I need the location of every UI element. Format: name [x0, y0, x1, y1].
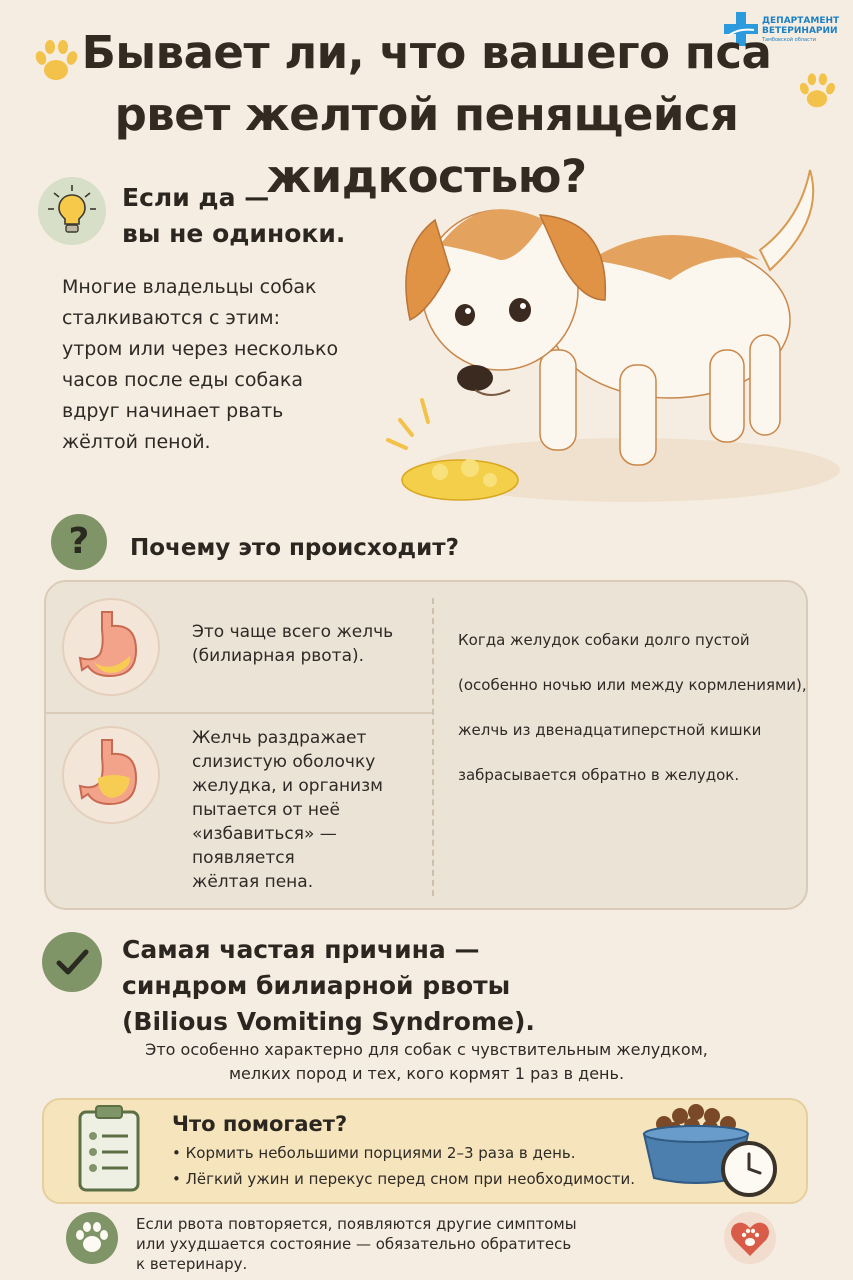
checkmark-icon [42, 932, 102, 992]
help-item: • Лёгкий ужин и перекус перед сном при необходимости. [172, 1170, 636, 1188]
page-title: Бывает ли, что вашего пса рвет желтой пенящейся жидкостью? [81, 26, 772, 203]
panel-divider-dashed [432, 598, 434, 896]
question-icon: ? [51, 514, 107, 570]
logo-text: ДЕПАРТАМЕНТ ВЕТЕРИНАРИИ [762, 16, 840, 36]
stomach-icon [64, 728, 158, 822]
why-explanation: Когда желудок собаки долго пустой (особенно ночью или между кормлениями), желчь из двенадцатиперстной кишки забрасывается обратно в желудок. [458, 631, 807, 784]
dog-illustration [370, 150, 850, 510]
stomach-badge [62, 598, 160, 696]
help-item: • Кормить небольшими порциями 2–3 раза в день. [172, 1144, 576, 1162]
paw-badge [66, 1212, 118, 1264]
stomach-badge [62, 726, 160, 824]
clipboard-icon [76, 1104, 142, 1194]
lightbulb-icon [38, 177, 106, 245]
logo-subtitle: Тамбовской области [762, 37, 816, 43]
check-badge [42, 932, 102, 992]
help-title: Что помогает? [172, 1112, 348, 1136]
paw-icon [66, 1212, 118, 1264]
why-heading: Почему это происходит? [130, 535, 459, 561]
why-cell-2: Желчь раздражает слизистую оболочку желудка, и организм пытается от неё «избавиться» — появляется жёлтая пена. [192, 728, 383, 892]
stomach-icon [64, 600, 158, 694]
clock-icon [720, 1140, 778, 1198]
heart-paw-icon [724, 1212, 776, 1264]
cause-heading: Самая частая причина — синдром билиарной рвоты (Bilious Vomiting Syndrome). [122, 935, 535, 1036]
heart-badge [724, 1212, 776, 1264]
why-cell-1: Это чаще всего желчь (билиарная рвота). [192, 622, 394, 666]
footer-text: Если рвота повторяется, появляются другие симптомы или ухудшается состояние — обязательно обратитесь к ветеринару. [136, 1215, 577, 1273]
intro-text: Многие владельцы собак сталкиваются с этим: утром или через несколько часов после еды собака вдруг начинает рвать жёлтой пеной. [62, 276, 339, 453]
cause-description: Это особенно характерно для собак с чувствительным желудком, мелких пород и тех, кого кормят 1 раз в день. [145, 1040, 708, 1083]
panel-divider [46, 712, 432, 714]
lightbulb-badge [38, 177, 106, 245]
intro-heading: Если да — вы не одиноки. [122, 183, 346, 248]
